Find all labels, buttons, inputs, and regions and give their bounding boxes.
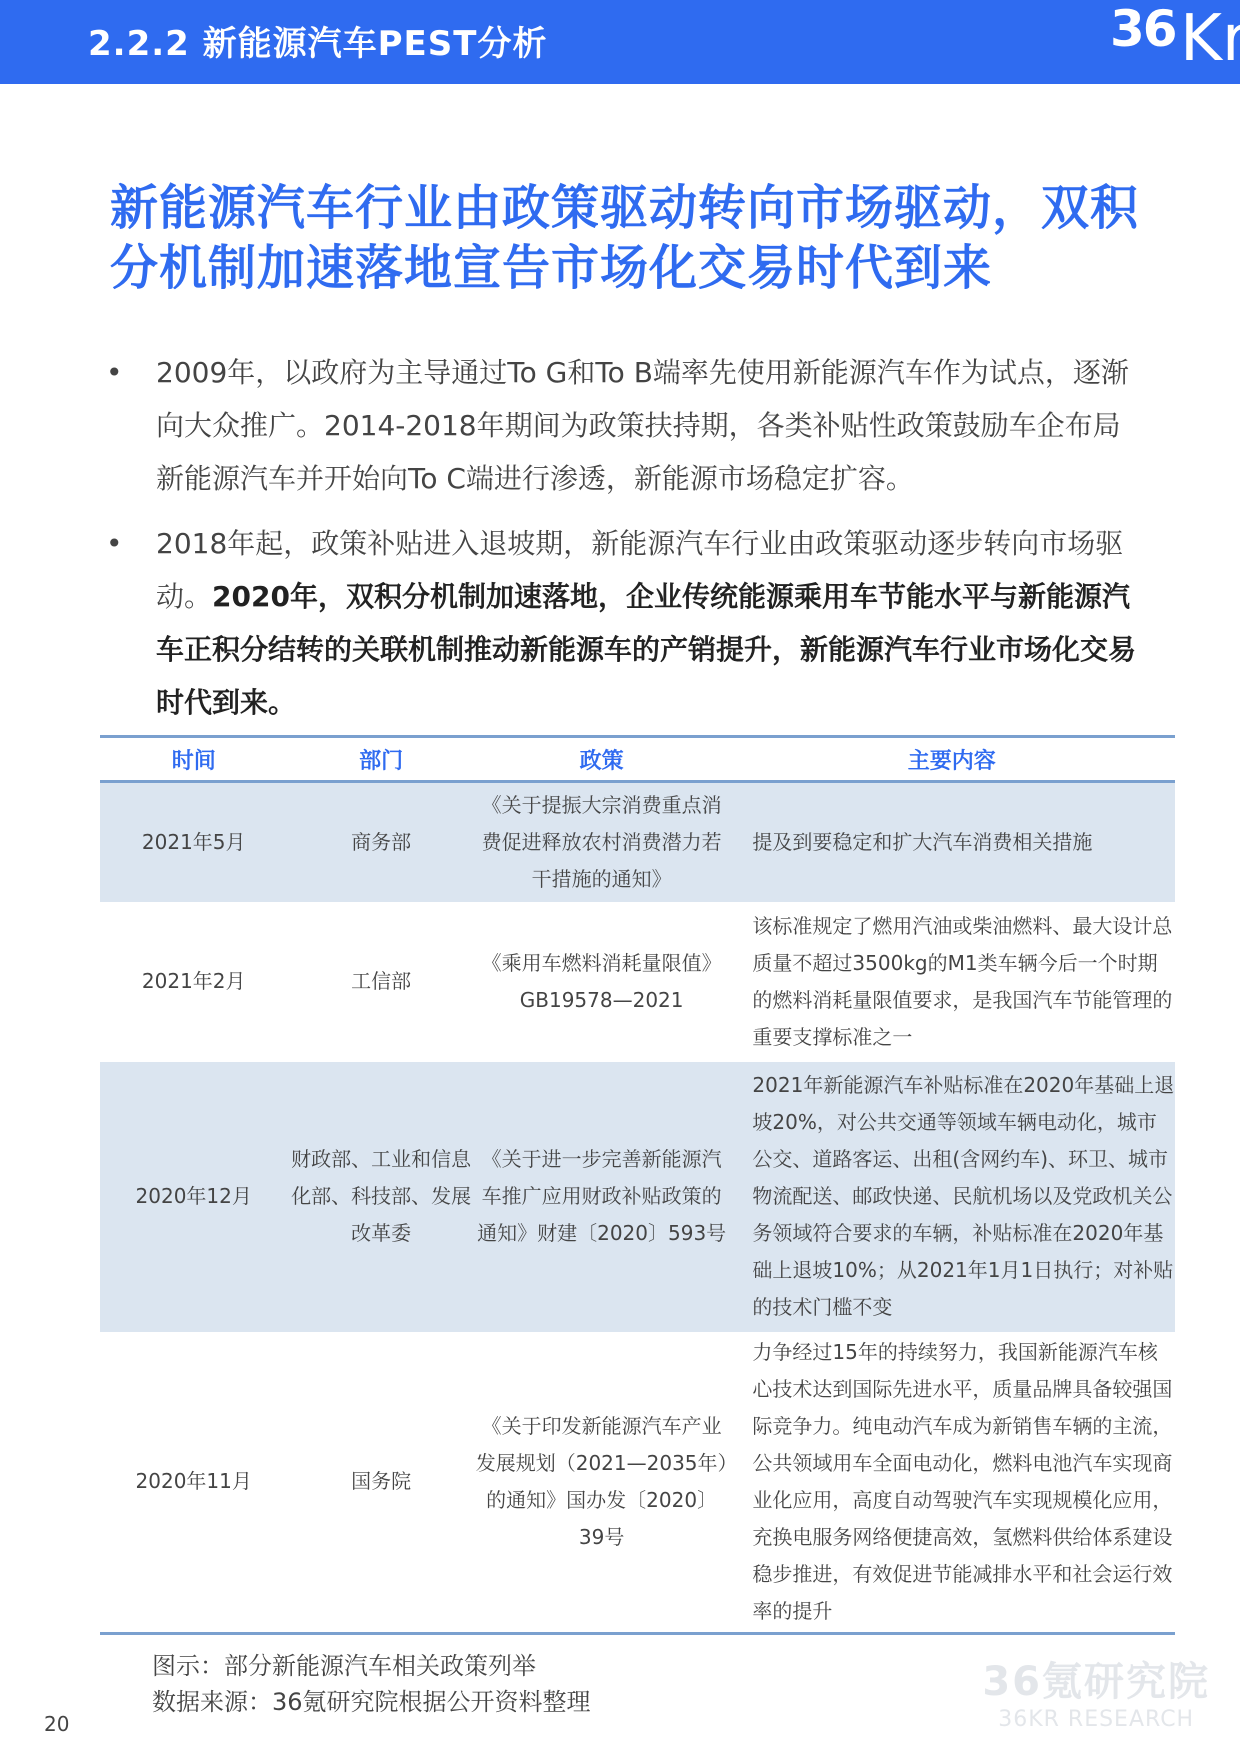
- cell-time: 2020年12月: [100, 1062, 287, 1332]
- cell-time: 2020年11月: [100, 1332, 287, 1634]
- cell-policy: 《乘用车燃料消耗量限值》GB19578—2021: [481, 950, 722, 1012]
- table-header-row: [100, 737, 1175, 782]
- cell-dept: 商务部: [287, 782, 474, 902]
- bullet-text: 2009年，以政府为主导通过To G和To B端率先使用新能源汽车作为试点，逐渐向大众推广。2014-2018年期间为政策扶持期，各类补贴性政策鼓励车企布局新能源汽车并开始向To C端进行渗透，新能源市场稳定扩容。: [156, 356, 1129, 495]
- cell-policy: 《关于进一步完善新能源汽车推广应用财政补贴政策的通知》财建〔2020〕593号: [475, 1062, 729, 1332]
- table-row: [100, 782, 1175, 902]
- bullet-bold-text: 2020年，双积分机制加速落地，企业传统能源乘用车节能水平与新能源汽车正积分结转的关联机制推动新能源车的产销提升，新能源汽车行业市场化交易时代到来。: [156, 580, 1137, 719]
- bullet-marker: •: [106, 527, 123, 560]
- watermark-cn: 36氪研究院: [982, 1659, 1210, 1705]
- figure-caption: [152, 1648, 591, 1720]
- cell-dept: 工信部: [351, 969, 412, 993]
- cell-content: 力争经过15年的持续努力，我国新能源汽车核心技术达到国际先进水平，质量品牌具备较强国际竞争力。纯电动汽车成为新销售车辆的主流，公共领域用车全面电动化，燃料电池汽车实现商业化应用，高度自动驾驶汽车实现规模化应用，充换电服务网络便捷高效，氢燃料供给体系建设稳步推进，有效促进节能减排水平和社会运行效率的提升: [728, 1332, 1175, 1634]
- cell-time: 2021年5月: [100, 782, 287, 902]
- cell-policy: 《关于提振大宗消费重点消费促进释放农村消费潜力若干措施的通知》: [475, 782, 729, 902]
- cell-content: 该标准规定了燃用汽油或柴油燃料、最大设计总质量不超过3500kg的M1类车辆今后一个时期的燃料消耗量限值要求，是我国汽车节能管理的重要支撑标准之一: [752, 913, 1173, 1049]
- cell-policy: 《关于印发新能源汽车产业发展规划（2021—2035年）的通知》国办发〔2020〕39号: [475, 1332, 729, 1634]
- cell-dept: 国务院: [287, 1332, 474, 1634]
- bullet-marker: •: [106, 356, 123, 389]
- table-row: [100, 902, 1175, 1062]
- watermark: [982, 1650, 1210, 1732]
- bullet-item: [100, 346, 1140, 505]
- cell-time: 2021年2月: [141, 969, 246, 993]
- page-number: 20: [44, 1712, 70, 1736]
- bullet-item: [100, 517, 1140, 729]
- column-header-time: 时间: [100, 737, 287, 782]
- column-header-dept: 部门: [287, 737, 474, 782]
- policy-table: [100, 735, 1175, 1635]
- column-header-policy: 政策: [475, 737, 729, 782]
- table-row: [100, 1062, 1175, 1332]
- column-header-content: 主要内容: [728, 737, 1175, 782]
- headline: 新能源汽车行业由政策驱动转向市场驱动，双积分机制加速落地宣告市场化交易时代到来: [110, 180, 1140, 296]
- logo-number: 36: [1110, 0, 1176, 58]
- figure-label: 图示：部分新能源汽车相关政策列举: [152, 1652, 536, 1680]
- cell-content: 提及到要稳定和扩大汽车消费相关措施: [728, 782, 1175, 902]
- table-row: [100, 1332, 1175, 1634]
- cell-dept: 财政部、工业和信息化部、科技部、发展改革委: [287, 1062, 474, 1332]
- bullet-list: [100, 346, 1140, 741]
- section-title: 2.2.2 新能源汽车PEST分析: [88, 24, 548, 64]
- logo-letters: Kr: [1180, 2, 1248, 76]
- cell-content: 2021年新能源汽车补贴标准在2020年基础上退坡20%，对公共交通等领域车辆电动化，城市公交、道路客运、出租(含网约车)、环卫、城市物流配送、邮政快递、民航机场以及党政机关公务领域符合要求的车辆，补贴标准在2020年基础上退坡10%；从2021年1月1日执行；对补贴的技术门槛不变: [728, 1062, 1175, 1332]
- page-header: [0, 0, 1248, 84]
- watermark-en: 36KR RESEARCH: [998, 1707, 1195, 1732]
- brand-logo: [1090, 0, 1248, 84]
- data-source: 数据来源：36氪研究院根据公开资料整理: [152, 1688, 591, 1716]
- bullet-text: 2018年起，政策补贴进入退坡期，新能源汽车行业由政策驱动逐步转向市场驱动。: [156, 527, 1124, 613]
